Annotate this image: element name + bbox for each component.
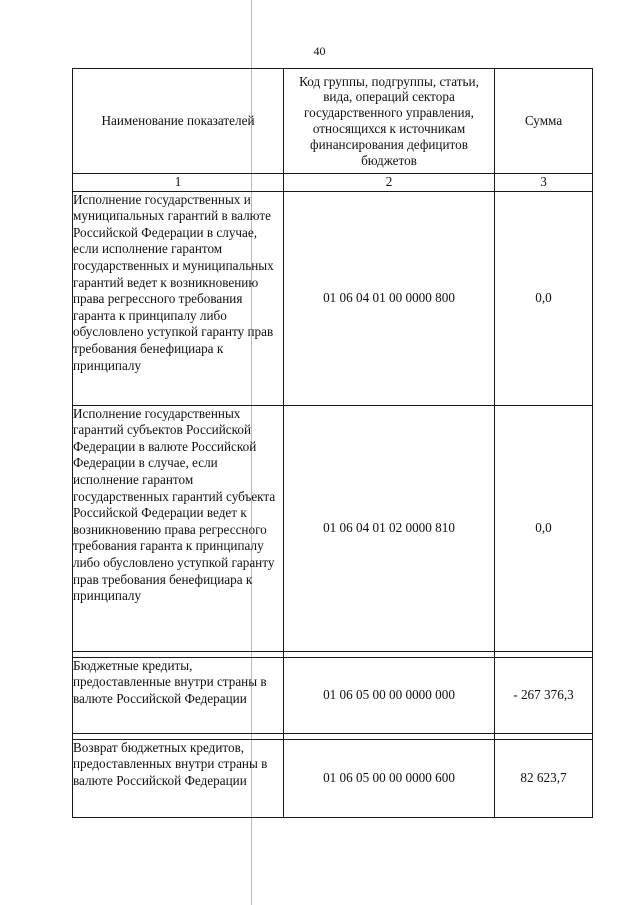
row-name: Исполнение государственных гарантий субъектов Российской Федерации в валюте Российской Федерации в случае, если исполнение гарантом государственных гарантий субъекта Российской Федерации ведет к возникновению права регрессного требования гаранта к принципалу либо обусловлено уступкой гаранту прав требования бенефициара к принципалу [73,405,284,651]
row-sum: - 267 376,3 [495,657,593,733]
row-sum: 82 623,7 [495,739,593,817]
column-number: 3 [495,174,593,192]
table-row [73,405,593,651]
column-number: 1 [73,174,284,192]
row-name: Бюджетные кредиты, предоставленные внутри страны в валюте Российской Федерации [73,657,284,733]
column-number: 2 [284,174,495,192]
row-sum: 0,0 [495,191,593,405]
row-name: Исполнение государственных и муниципальных гарантий в валюте Российской Федерации в случае, если исполнение гарантом государственных и муниципальных гарантий ведет к возникновению права регрессного требования гаранта к принципалу либо обусловлено уступкой гаранту прав требования бенефициара к принципалу [73,191,284,405]
table-row [73,657,593,733]
table-row [73,191,593,405]
row-code: 01 06 04 01 02 0000 810 [284,405,495,651]
financing-sources-table [72,68,593,818]
table-row [73,739,593,817]
row-code: 01 06 05 00 00 0000 600 [284,739,495,817]
column-number-row [73,174,593,192]
header-name: Наименование показателей [73,69,284,174]
row-sum: 0,0 [495,405,593,651]
row-code: 01 06 05 00 00 0000 000 [284,657,495,733]
row-code: 01 06 04 01 00 0000 800 [284,191,495,405]
table-header-row [73,69,593,174]
page-number: 40 [313,44,326,58]
header-code: Код группы, подгруппы, статьи, вида, операций сектора государственного управления, относящихся к источникам финансирования дефицитов бюджетов [284,69,495,174]
header-sum: Сумма [495,69,593,174]
row-name: Возврат бюджетных кредитов, предоставленных внутри страны в валюте Российской Федерации [73,739,284,817]
